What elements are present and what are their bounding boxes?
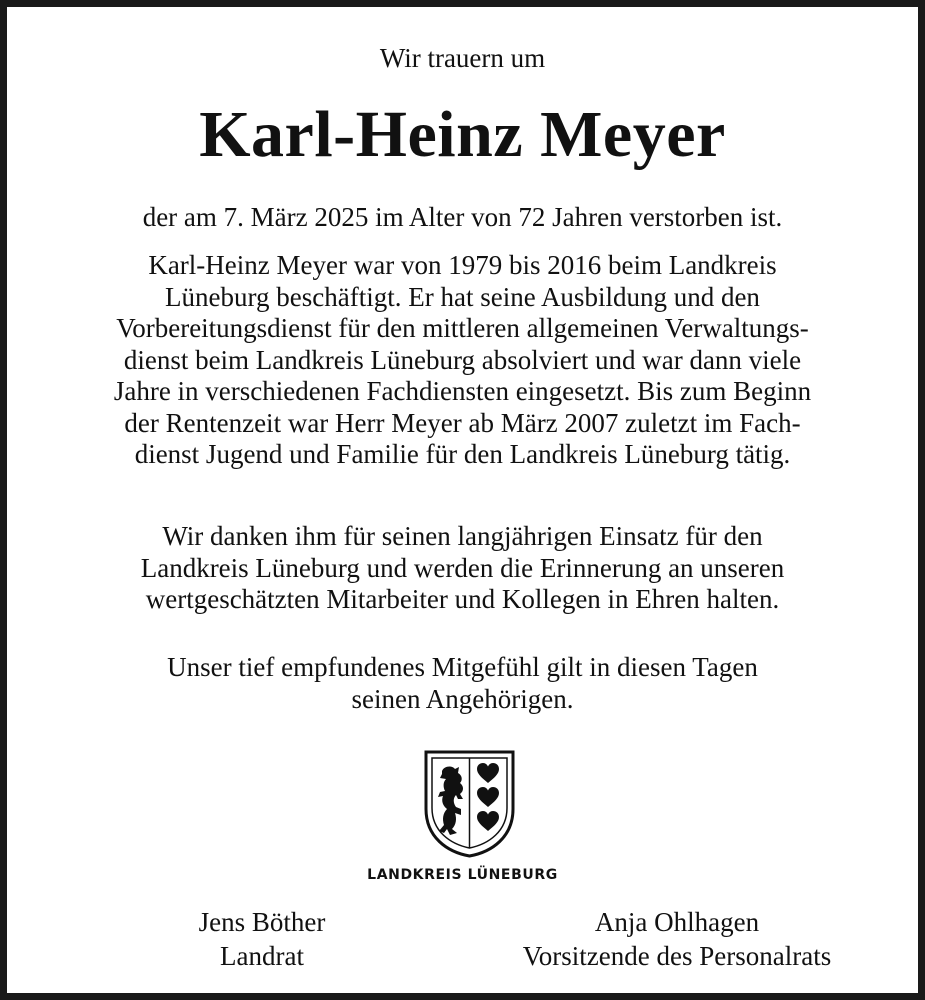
- signatory-name: Jens Böther: [198, 907, 326, 937]
- paragraph-line: Unser tief empfundenes Mitgefühl gilt in diesen Tagen: [167, 652, 758, 682]
- paragraph-line: Landkreis Lüneburg und werden die Erinnerung an unseren: [140, 552, 785, 583]
- paragraph-line: dienst beim Landkreis Lüneburg absolviert und war dann viele: [123, 344, 802, 375]
- signature-landrat: [147, 905, 377, 973]
- paragraph-line: dienst Jugend und Familie für den Landkreis Lüneburg tätig.: [134, 439, 791, 469]
- paragraph-line: Lüneburg beschäftigt. Er hat seine Ausbildung und den: [165, 281, 760, 312]
- paragraph-line: Karl-Heinz Meyer war von 1979 bis 2016 beim Landkreis: [148, 250, 777, 280]
- thanks-paragraph: [27, 521, 898, 616]
- signature-personalrat: [477, 905, 877, 973]
- condolence-paragraph: [27, 652, 898, 715]
- coat-of-arms-lion-hearts-icon: [422, 749, 517, 859]
- paragraph-line: wertgeschätzten Mitarbeiter und Kollegen in Ehren halten.: [145, 584, 780, 614]
- paragraph-line: Jahre in verschiedenen Fachdiensten eingesetzt. Bis zum Beginn: [113, 376, 812, 406]
- death-line: der am 7. März 2025 im Alter von 72 Jahren verstorben ist.: [142, 202, 783, 232]
- signatory-role: Vorsitzende des Personalrats: [522, 941, 832, 971]
- signatory-name: Anja Ohlhagen: [594, 907, 760, 937]
- paragraph-line: Wir danken ihm für seinen langjährigen Einsatz für den: [162, 521, 763, 551]
- paragraph-line: seinen Angehörigen.: [351, 683, 574, 714]
- career-paragraph: [27, 250, 898, 471]
- signatory-role: Landrat: [220, 941, 304, 971]
- organization-label: LANDKREIS LÜNEBURG: [367, 867, 558, 883]
- paragraph-line: der Rentenzeit war Herr Meyer ab März 2007 zuletzt im Fach-: [124, 407, 801, 438]
- deceased-name: Karl-Heinz Meyer: [199, 98, 726, 171]
- paragraph-line: Vorbereitungsdienst für den mittleren allgemeinen Verwaltungs-: [116, 313, 809, 343]
- intro-line: Wir trauern um: [379, 43, 546, 73]
